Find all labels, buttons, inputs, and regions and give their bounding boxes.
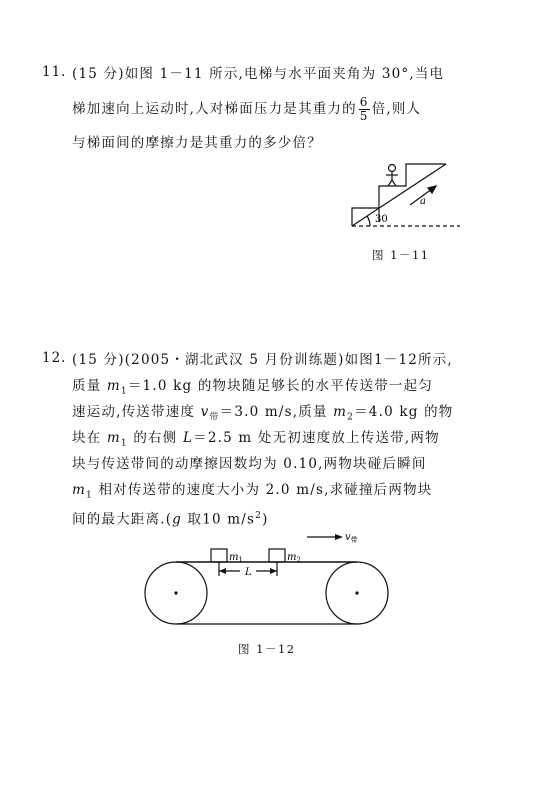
q12-line3-t3: ＝4.0 kg 的物 bbox=[354, 404, 454, 420]
q12-line4-t2: 的右侧 bbox=[127, 430, 183, 446]
person-leg-right bbox=[392, 180, 396, 186]
q12-line4-t1: 块在 bbox=[72, 430, 107, 446]
q12-line4-t3: ＝2.5 m 处无初速度放上传送带,两物 bbox=[193, 430, 440, 446]
dim-arrowhead-right bbox=[270, 568, 277, 574]
block-m2 bbox=[269, 549, 285, 562]
q12-line7-t2: 取10 m/s bbox=[182, 511, 256, 528]
q12-line4 bbox=[72, 428, 440, 454]
q11-number: 11. bbox=[42, 64, 67, 80]
q12-number: 12. bbox=[42, 350, 67, 366]
q11-frac-denominator: 5 bbox=[359, 109, 369, 123]
q12-line6-sub: 1 bbox=[86, 490, 93, 501]
q12-line2-sub: 1 bbox=[120, 386, 128, 397]
q12-line3-t2: ＝3.0 m/s,质量 bbox=[219, 404, 334, 420]
fig12-m2-sub: 2 bbox=[296, 556, 301, 564]
block-m1 bbox=[211, 549, 227, 562]
q12-line3-v: v bbox=[200, 404, 210, 420]
angle-arc bbox=[367, 216, 370, 226]
q12-line7-t3: ) bbox=[262, 511, 269, 528]
fig12-v-letter: v bbox=[345, 532, 351, 543]
escalator-incline bbox=[352, 164, 446, 226]
figure-1-12-caption: 图 1－12 bbox=[238, 642, 296, 656]
q12-line1: (15 分)(2005・湖北武汉 5 月份训练题)如图1－12所示, bbox=[72, 352, 453, 368]
q12-line4-sub: 1 bbox=[120, 438, 128, 449]
q11-frac-numerator: 6 bbox=[359, 95, 369, 109]
q12-line2-t2: ＝1.0 kg 的物块随足够长的水平传送带一起匀 bbox=[127, 378, 434, 394]
q12-line3-t1: 速运动,传送带速度 bbox=[72, 404, 201, 420]
acceleration-arrow bbox=[410, 186, 436, 205]
q12-line5: 块与传送带间的动摩擦因数均为 0.10,两物块碰后瞬间 bbox=[72, 456, 427, 472]
q12-line2-t1: 质量 bbox=[72, 378, 107, 394]
q12-line3-m: m bbox=[333, 404, 348, 420]
person-head bbox=[389, 165, 396, 172]
velocity-arrowhead bbox=[335, 534, 343, 540]
q12-line7-sup: 2 bbox=[255, 511, 263, 521]
q11-fraction bbox=[359, 96, 370, 123]
q12-line2 bbox=[72, 376, 433, 402]
left-pulley bbox=[145, 562, 207, 624]
left-pulley-center bbox=[174, 591, 177, 594]
fig12-m2-letter: m bbox=[287, 552, 297, 563]
fig11-label-a: a bbox=[420, 196, 426, 207]
fig12-v-sub: 带 bbox=[350, 536, 358, 544]
q11-line2-after: 倍,则人 bbox=[371, 101, 422, 117]
fig12-m1-sub: 1 bbox=[238, 556, 243, 564]
fig11-label-angle: 30 bbox=[375, 214, 388, 225]
fig12-L-label: L bbox=[245, 567, 252, 578]
fig12-m1-label bbox=[229, 552, 243, 564]
q12-line6-t2: 相对传送带的速度大小为 2.0 m/s,求碰撞后两物块 bbox=[92, 482, 433, 498]
q11-line2 bbox=[72, 96, 421, 123]
q12-line2-m: m bbox=[106, 378, 121, 394]
dim-arrowhead-left bbox=[219, 568, 226, 574]
right-pulley-center bbox=[355, 591, 358, 594]
q12-line6-m: m bbox=[72, 482, 87, 498]
person-leg-left bbox=[388, 180, 392, 186]
figure-1-11-caption: 图 1－11 bbox=[372, 248, 430, 262]
q12-line3 bbox=[72, 402, 453, 428]
q12-line7 bbox=[72, 506, 269, 530]
q11-line3: 与梯面间的摩擦力是其重力的多少倍？ bbox=[72, 135, 322, 151]
acceleration-arrowhead bbox=[428, 186, 436, 193]
q12-line3-sub2: 2 bbox=[347, 412, 355, 423]
q12-line4-m: m bbox=[106, 430, 121, 446]
q11-line1: (15 分)如图 1－11 所示,电梯与水平面夹角为 30°,当电 bbox=[72, 66, 445, 82]
q12-line7-g: g bbox=[172, 511, 183, 528]
fig12-m1-letter: m bbox=[229, 552, 239, 563]
q12-line6 bbox=[72, 480, 432, 506]
fig12-m2-label bbox=[287, 552, 301, 564]
q12-line4-L: L bbox=[182, 430, 194, 446]
fig12-v-label bbox=[345, 532, 358, 544]
q11-line2-before: 梯加速向上运动时,人对梯面压力是其重力的 bbox=[72, 101, 357, 117]
q12-line3-sub: 带 bbox=[209, 412, 220, 423]
right-pulley bbox=[326, 562, 388, 624]
escalator-steps bbox=[352, 164, 446, 226]
q12-line7-t1: 间的最大距离.( bbox=[72, 511, 173, 528]
